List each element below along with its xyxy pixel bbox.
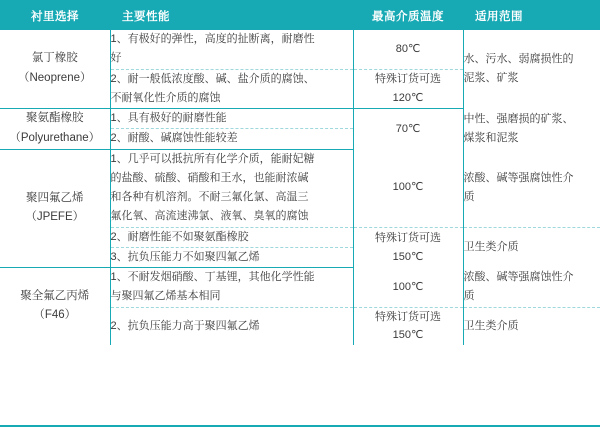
application-range-cell — [463, 109, 600, 150]
temperature-cell — [353, 149, 463, 227]
range-line: 质 — [463, 290, 475, 302]
performance-line: 2、耐磨性能不如聚氨酯橡胶 — [110, 230, 249, 243]
material-name-line1: 聚氨酯橡胶 — [26, 112, 84, 125]
performance-line: 1、具有极好的耐磨性能 — [110, 112, 227, 124]
material-name-line1: 聚四氟乙烯 — [26, 191, 84, 204]
application-range-cell — [463, 149, 600, 227]
temperature-line: 100℃ — [392, 280, 424, 293]
temperature-line: 70℃ — [395, 122, 421, 135]
application-range-cell — [463, 307, 600, 345]
performance-cell — [110, 30, 353, 69]
performance-cell — [110, 149, 353, 227]
material-name-jpefe — [0, 149, 110, 268]
performance-line: 2、抗负压能力高于聚四氟乙烯 — [110, 319, 260, 332]
performance-cell — [110, 227, 353, 247]
material-name-line1: 聚全氟乙丙烯 — [20, 289, 90, 302]
temperature-cell — [353, 307, 463, 345]
performance-line: 不耐氧化性介质的腐蚀 — [110, 91, 221, 104]
range-line: 煤浆和泥浆 — [463, 131, 519, 144]
header-cell-lining: 衬里选择 — [0, 2, 110, 30]
material-name-line2: （Polyurethane） — [9, 131, 101, 144]
temperature-cell — [353, 30, 463, 69]
range-line: 浓酸、碱等强腐蚀性介 — [463, 270, 574, 283]
application-range-cell — [463, 227, 600, 268]
performance-line: 2、耐一般低浓度酸、碱、盐介质的腐蚀、 — [110, 72, 315, 85]
table-row — [0, 268, 600, 308]
application-range-cell — [463, 30, 600, 109]
performance-cell — [110, 109, 353, 129]
performance-line: 的盐酸、硫酸、硝酸和王水，也能耐浓碱 — [110, 171, 309, 184]
range-line: 质 — [463, 190, 475, 203]
performance-cell — [110, 247, 353, 267]
temperature-cell — [353, 227, 463, 268]
range-line: 中性、强磨损的矿浆、 — [463, 112, 574, 125]
performance-cell — [110, 268, 353, 308]
temperature-line: 80℃ — [395, 42, 421, 55]
temperature-line: 特殊订货可选 — [375, 231, 441, 244]
application-range-cell — [463, 268, 600, 308]
material-name-f46 — [0, 268, 110, 345]
range-line: 水、污水、弱腐损性的 — [463, 53, 574, 65]
table-row — [0, 30, 600, 69]
temperature-line: 120℃ — [392, 91, 424, 104]
performance-line: 好 — [110, 52, 122, 65]
table-row — [0, 149, 600, 227]
header-cell-performance: 主要性能 — [110, 2, 353, 30]
range-line: 卫生类介质 — [463, 240, 519, 253]
temperature-line: 150℃ — [392, 329, 424, 342]
range-line: 浓酸、碱等强腐蚀性介 — [463, 171, 574, 184]
table-row — [0, 109, 600, 129]
performance-line: 与聚四氟乙烯基本相同 — [110, 290, 221, 303]
performance-line: 1、不耐发烟硝酸、丁基锂，其他化学性能 — [110, 271, 315, 283]
performance-line: 氟化氧、高流速沸氯、液氧、臭氧的腐蚀 — [110, 210, 309, 223]
material-name-neoprene — [0, 30, 110, 109]
temperature-line: 特殊订货可选 — [375, 310, 441, 323]
header-cell-max-temperature: 最高介质温度 — [353, 2, 463, 30]
range-line: 卫生类介质 — [463, 319, 519, 332]
temperature-line: 150℃ — [392, 250, 424, 263]
performance-cell — [110, 307, 353, 345]
material-name-line1: 氯丁橡胶 — [31, 52, 78, 65]
material-name-line2: （F46） — [33, 309, 77, 322]
performance-line: 2、耐酸、碱腐蚀性能较差 — [110, 132, 238, 145]
range-line: 泥浆、矿浆 — [463, 72, 519, 85]
temperature-line: 100℃ — [392, 181, 424, 194]
material-name-line2: （Neoprene） — [17, 72, 92, 84]
performance-line: 1、有极好的弹性，高度的扯断离，耐磨性 — [110, 33, 315, 45]
performance-cell — [110, 69, 353, 109]
temperature-line: 特殊订货可选 — [375, 73, 441, 86]
performance-line: 和各种有机溶剂。不耐三氟化氯、高温三 — [110, 191, 309, 203]
performance-cell — [110, 129, 353, 149]
header-cell-application-range: 适用范围 — [463, 2, 600, 30]
performance-line: 3、抗负压能力不如聚四氟乙烯 — [110, 250, 260, 263]
table-header-row — [0, 2, 600, 30]
performance-line: 1、几乎可以抵抗所有化学介质，能耐妃糖 — [110, 152, 315, 165]
temperature-cell — [353, 109, 463, 150]
temperature-cell — [353, 69, 463, 109]
temperature-cell — [353, 268, 463, 308]
material-name-line2: （JPEFE） — [25, 211, 85, 224]
material-name-polyurethane — [0, 109, 110, 150]
lining-selection-table — [0, 2, 600, 345]
